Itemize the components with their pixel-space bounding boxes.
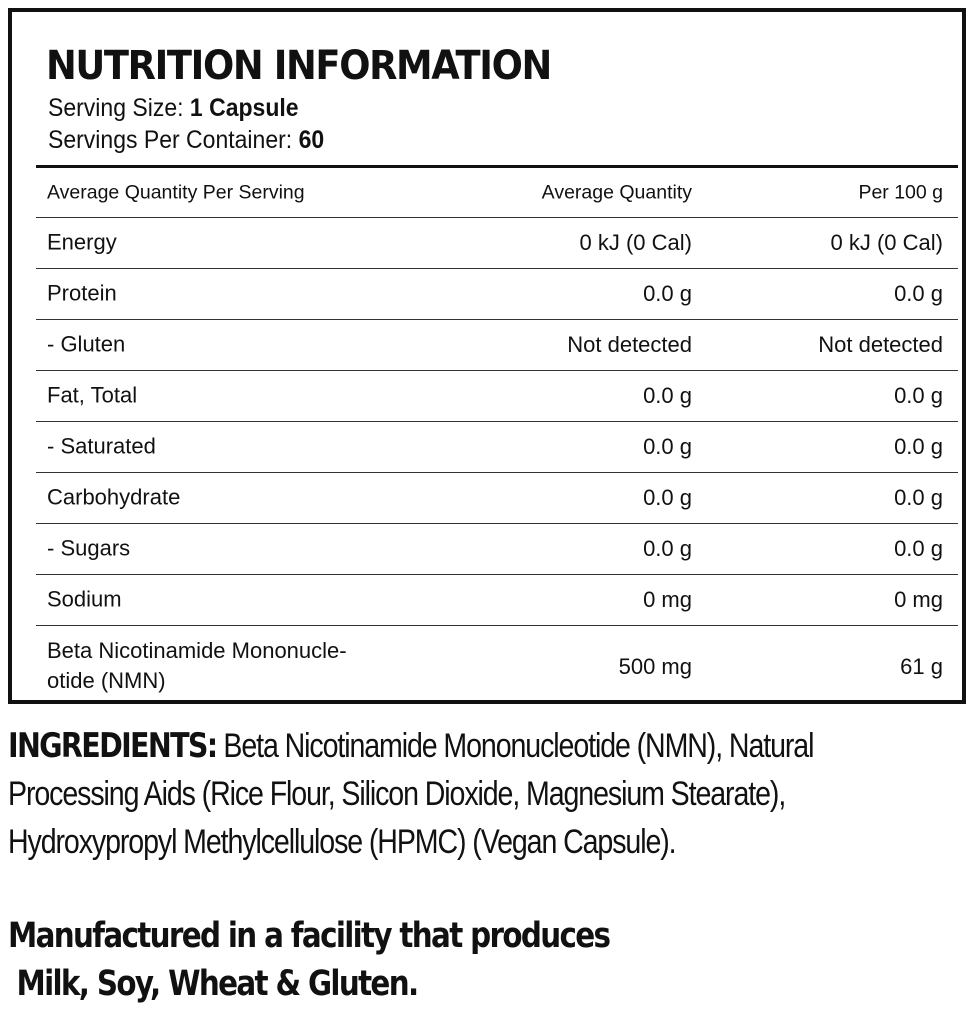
table-row xyxy=(36,574,958,625)
row-average: 500 mg xyxy=(618,653,692,679)
servings-per-container xyxy=(48,128,324,153)
table-header xyxy=(36,165,958,217)
row-per-100g: 0.0 g xyxy=(894,434,943,459)
serving-size xyxy=(48,96,299,121)
table-row xyxy=(36,625,958,707)
allergen-line1: Manufactured in a facility that produces xyxy=(8,916,610,956)
row-nutrient-line1: Beta Nicotinamide Mononucle- xyxy=(47,637,347,663)
row-nutrient: Carbohydrate xyxy=(47,484,181,510)
table-row xyxy=(36,472,958,523)
row-average: 0.0 g xyxy=(643,383,692,408)
row-per-100g: Not detected xyxy=(818,332,943,357)
panel-title: NUTRITION INFORMATION xyxy=(46,43,551,89)
table-row xyxy=(36,268,958,319)
nutrition-table xyxy=(36,165,958,707)
row-average: Not detected xyxy=(567,332,692,357)
row-average: 0.0 g xyxy=(643,281,692,306)
servings-per-container-value: 60 xyxy=(298,126,325,154)
row-average: 0.0 g xyxy=(643,536,692,561)
allergen-line2: Milk, Soy, Wheat & Gluten. xyxy=(8,964,418,1004)
ingredients-block xyxy=(8,722,949,866)
table-row xyxy=(36,421,958,472)
row-nutrient-line2: otide (NMN) xyxy=(47,668,166,694)
header-per-100g: Per 100 g xyxy=(858,181,943,203)
row-nutrient: Energy xyxy=(47,229,117,255)
row-per-100g: 0.0 g xyxy=(894,281,943,306)
row-average: 0 kJ (0 Cal) xyxy=(579,230,692,255)
row-per-100g: 0.0 g xyxy=(894,485,943,510)
row-per-100g: 61 g xyxy=(900,653,943,679)
row-nutrient: Protein xyxy=(47,280,117,306)
row-nutrient xyxy=(47,636,347,698)
row-nutrient: - Saturated xyxy=(47,433,156,459)
serving-size-label: Serving Size: xyxy=(48,94,184,122)
nutrition-panel xyxy=(8,8,966,704)
serving-size-value: 1 Capsule xyxy=(189,94,299,122)
table-row xyxy=(36,523,958,574)
row-nutrient: Sodium xyxy=(47,586,122,612)
row-nutrient: Fat, Total xyxy=(47,382,138,408)
row-per-100g: 0 mg xyxy=(894,587,943,612)
ingredients-text: Beta Nicotinamide Mononucleotide (NMN), Natural Processing Aids (Rice Flour, Silicon Dioxide, Magnesium Stearate), Hydroxypropyl Methylcellulose (HPMC) (Vegan Capsule). xyxy=(8,727,814,861)
row-per-100g: 0.0 g xyxy=(894,383,943,408)
ingredients-label: INGREDIENTS: xyxy=(8,726,217,766)
allergen-statement xyxy=(8,912,609,1008)
servings-per-container-label: Servings Per Container: xyxy=(48,126,293,154)
row-average: 0.0 g xyxy=(643,434,692,459)
row-average: 0 mg xyxy=(643,587,692,612)
row-nutrient: - Gluten xyxy=(47,331,126,357)
row-nutrient: - Sugars xyxy=(47,535,131,561)
table-row xyxy=(36,217,958,268)
header-serving: Average Quantity Per Serving xyxy=(47,180,305,203)
table-row xyxy=(36,319,958,370)
row-per-100g: 0.0 g xyxy=(894,536,943,561)
row-per-100g: 0 kJ (0 Cal) xyxy=(830,230,943,255)
row-average: 0.0 g xyxy=(643,485,692,510)
table-row xyxy=(36,370,958,421)
header-average-quantity: Average Quantity xyxy=(541,181,692,203)
